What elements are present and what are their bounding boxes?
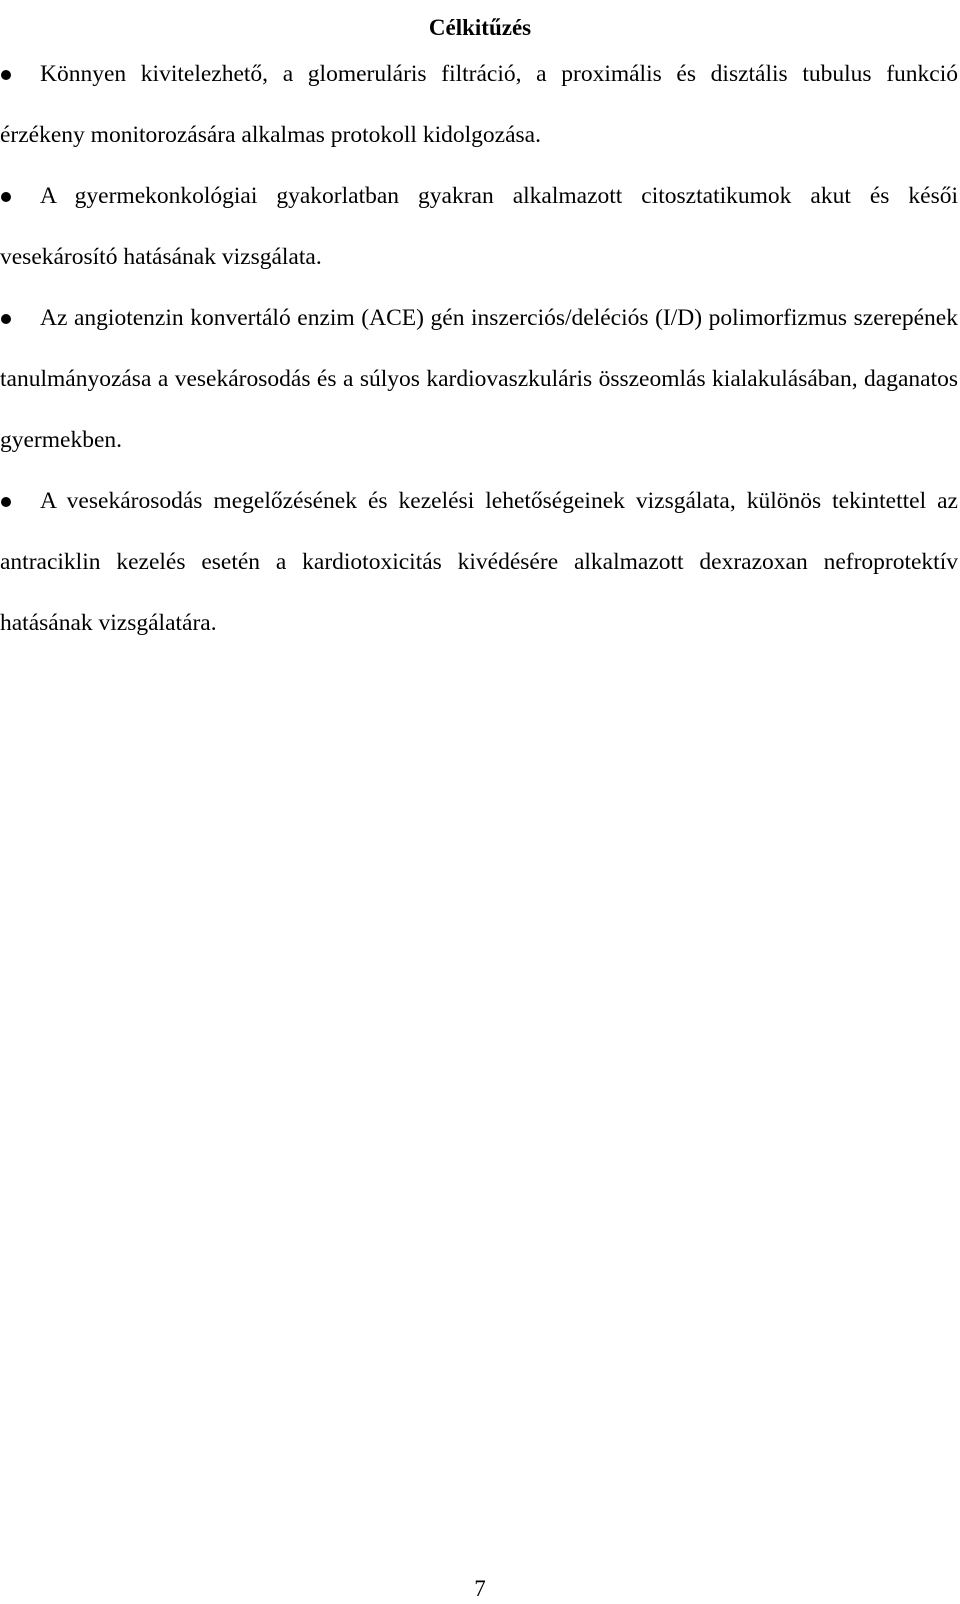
objectives-list [0,44,958,654]
bullet-icon [1,192,11,202]
list-item-text: A vesekárosodás megelőzésének és kezelési lehetőségeinek vizsgálata, különös tekintettel az antraciklin kezelés esetén a kardiotoxicitás kivédésére alkalmazott dexrazoxan nefroprotektív hatásának vizsgálatára. [0,488,958,636]
list-item [0,44,958,166]
page-title: Célkitűzés [428,15,532,41]
list-item-text: Könnyen kivitelezhető, a glomeruláris filtráció, a proximális és disztális tubulus funkció érzékeny monitorozására alkalmas protokoll kidolgozása. [0,61,958,148]
bullet-icon [1,497,11,507]
list-item-text: A gyermekonkológiai gyakorlatban gyakran alkalmazott citosztatikumok akut és késői vesekárosító hatásának vizsgálata. [0,183,958,270]
list-item [0,471,958,654]
list-item [0,166,958,288]
list-item-text: Az angiotenzin konvertáló enzim (ACE) gén inszerciós/deléciós (I/D) polimorfizmus szerepének tanulmányozása a vesekárosodás és a súlyos kardiovaszkuláris összeomlás kialakulásában, daganatos gyermekben. [0,305,958,453]
bullet-icon [1,314,11,324]
list-item [0,288,958,471]
page-number: 7 [474,1576,486,1601]
bullet-icon [1,70,11,80]
